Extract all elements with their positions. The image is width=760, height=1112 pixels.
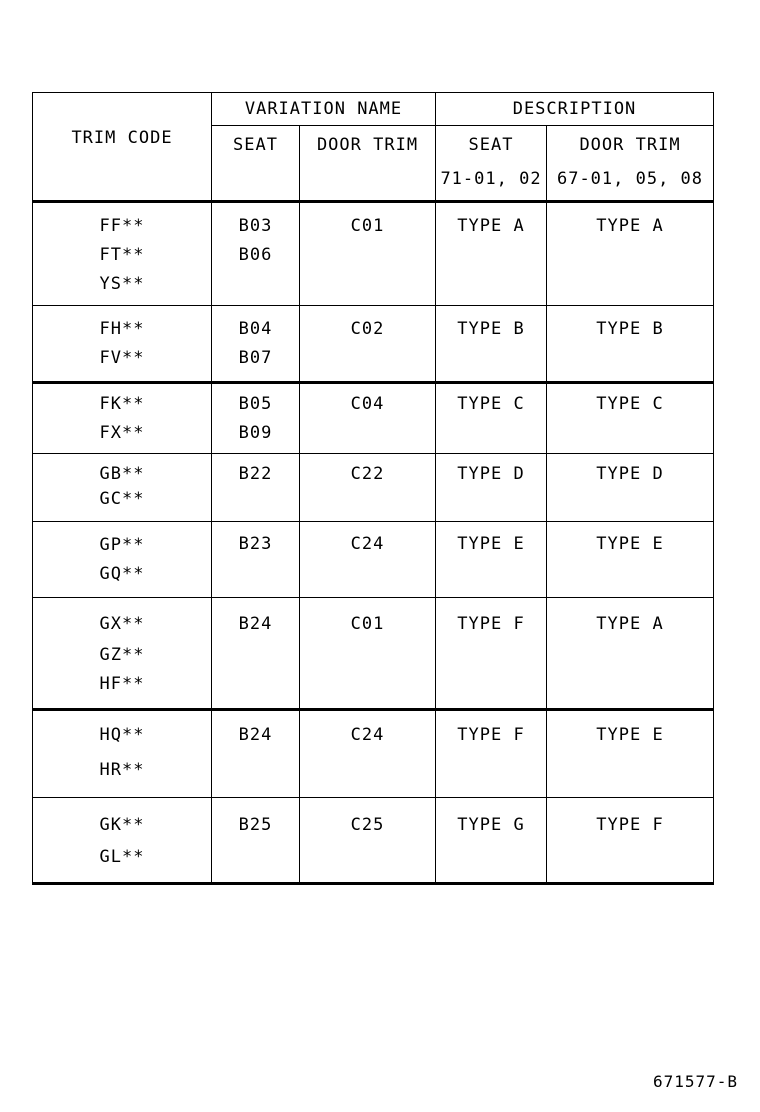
seat-variation: B06 — [238, 244, 273, 265]
seat-variation-cell — [212, 305, 300, 382]
trim-code-cell — [33, 797, 212, 883]
door-trim-description: TYPE E — [596, 533, 664, 554]
trim-code: FX** — [99, 422, 145, 443]
desc-seat-header-label: SEAT — [468, 134, 514, 155]
door-trim-variation-cell — [300, 305, 436, 382]
seat-variation-cell — [212, 382, 300, 453]
seat-header — [212, 126, 300, 202]
door-trim-variation: C22 — [350, 463, 385, 484]
seat-description-cell — [436, 797, 547, 883]
trim-code: GP** — [99, 534, 145, 555]
door-trim-description: TYPE A — [596, 215, 664, 236]
seat-description: TYPE E — [457, 533, 525, 554]
seat-description-cell — [436, 382, 547, 453]
trim-code: GZ** — [99, 644, 145, 665]
table-row — [33, 709, 714, 797]
trim-code-table — [32, 92, 714, 885]
door-trim-variation-cell — [300, 709, 436, 797]
seat-variation-cell — [212, 521, 300, 597]
door-trim-variation-cell — [300, 597, 436, 709]
seat-variation: B24 — [238, 724, 273, 745]
seat-variation: B05 — [238, 393, 273, 414]
seat-variation-cell — [212, 597, 300, 709]
door-trim-description-cell — [547, 797, 714, 883]
trim-code: GX** — [99, 613, 145, 634]
seat-variation: B03 — [238, 215, 273, 236]
desc-door-trim-ref-label: 67-01, 05, 08 — [556, 169, 704, 189]
desc-door-trim-header — [547, 126, 714, 164]
door-trim-description-cell — [547, 201, 714, 305]
seat-description-cell — [436, 597, 547, 709]
seat-description-cell — [436, 201, 547, 305]
seat-variation-cell — [212, 453, 300, 521]
seat-variation: B25 — [238, 814, 273, 835]
seat-description: TYPE D — [457, 463, 525, 484]
seat-variation-cell — [212, 797, 300, 883]
trim-code: GC** — [99, 488, 145, 509]
trim-code: HF** — [99, 673, 145, 694]
door-trim-description-cell — [547, 453, 714, 521]
door-trim-description: TYPE A — [596, 613, 664, 634]
trim-code: GK** — [99, 814, 145, 835]
table-row — [33, 305, 714, 382]
trim-code-cell — [33, 453, 212, 521]
desc-door-trim-ref — [547, 163, 714, 201]
door-trim-variation: C01 — [350, 215, 385, 236]
seat-description: TYPE G — [457, 814, 525, 835]
door-trim-variation-cell — [300, 521, 436, 597]
trim-code: FH** — [99, 318, 145, 339]
seat-description: TYPE C — [457, 393, 525, 414]
door-trim-variation: C24 — [350, 533, 385, 554]
seat-description: TYPE B — [457, 318, 525, 339]
seat-variation-cell — [212, 201, 300, 305]
seat-variation: B23 — [238, 533, 273, 554]
figure-id: 671577-B — [652, 1072, 738, 1091]
variation-name-header — [212, 93, 436, 126]
trim-code-cell — [33, 382, 212, 453]
seat-variation: B04 — [238, 318, 273, 339]
door-trim-variation-cell — [300, 382, 436, 453]
table-row — [33, 201, 714, 305]
door-trim-variation: C02 — [350, 318, 385, 339]
desc-door-trim-header-label: DOOR TRIM — [579, 134, 681, 155]
door-trim-description: TYPE B — [596, 318, 664, 339]
seat-description-cell — [436, 453, 547, 521]
door-trim-variation-cell — [300, 453, 436, 521]
trim-code: HQ** — [99, 724, 145, 745]
trim-code-header-label: TRIM CODE — [71, 128, 173, 148]
desc-seat-ref-label: 71-01, 02 — [440, 169, 542, 189]
trim-code: GB** — [99, 463, 145, 484]
seat-description: TYPE A — [457, 215, 525, 236]
door-trim-description-cell — [547, 597, 714, 709]
seat-header-label: SEAT — [233, 134, 278, 155]
trim-code: HR** — [99, 759, 145, 780]
trim-code-cell — [33, 709, 212, 797]
door-trim-description: TYPE F — [596, 814, 664, 835]
desc-seat-ref — [436, 163, 547, 201]
trim-code: FF** — [99, 215, 145, 236]
door-trim-description-cell — [547, 305, 714, 382]
seat-variation-cell — [212, 709, 300, 797]
table-row — [33, 453, 714, 521]
variation-name-header-label: VARIATION NAME — [244, 99, 403, 119]
trim-code: GQ** — [99, 563, 145, 584]
trim-code-cell — [33, 521, 212, 597]
trim-code-cell — [33, 201, 212, 305]
trim-code: FK** — [99, 393, 145, 414]
table-row — [33, 382, 714, 453]
door-trim-description-cell — [547, 709, 714, 797]
seat-description-cell — [436, 709, 547, 797]
door-trim-variation: C01 — [350, 613, 385, 634]
seat-variation: B22 — [238, 463, 273, 484]
table-row — [33, 797, 714, 883]
door-trim-header-label: DOOR TRIM — [316, 134, 419, 155]
table-row — [33, 521, 714, 597]
table-row — [33, 597, 714, 709]
door-trim-variation-cell — [300, 797, 436, 883]
door-trim-description: TYPE E — [596, 724, 664, 745]
door-trim-header — [300, 126, 436, 202]
seat-description: TYPE F — [457, 724, 525, 745]
desc-seat-header — [436, 126, 547, 164]
door-trim-variation: C24 — [350, 724, 385, 745]
seat-description-cell — [436, 521, 547, 597]
door-trim-description: TYPE C — [596, 393, 664, 414]
description-header — [436, 93, 714, 126]
trim-code: FT** — [99, 244, 145, 265]
trim-code: FV** — [99, 347, 145, 368]
door-trim-description: TYPE D — [596, 463, 664, 484]
trim-code-cell — [33, 597, 212, 709]
trim-code-cell — [33, 305, 212, 382]
door-trim-variation: C04 — [350, 393, 385, 414]
seat-description-cell — [436, 305, 547, 382]
door-trim-variation: C25 — [350, 814, 385, 835]
seat-variation: B09 — [238, 422, 273, 443]
seat-description: TYPE F — [457, 613, 525, 634]
seat-variation: B07 — [238, 347, 273, 368]
door-trim-description-cell — [547, 382, 714, 453]
door-trim-description-cell — [547, 521, 714, 597]
description-header-label: DESCRIPTION — [512, 99, 637, 119]
trim-code: YS** — [99, 273, 145, 294]
trim-code-header — [33, 93, 212, 202]
door-trim-variation-cell — [300, 201, 436, 305]
seat-variation: B24 — [238, 613, 273, 634]
trim-code: GL** — [99, 846, 145, 867]
